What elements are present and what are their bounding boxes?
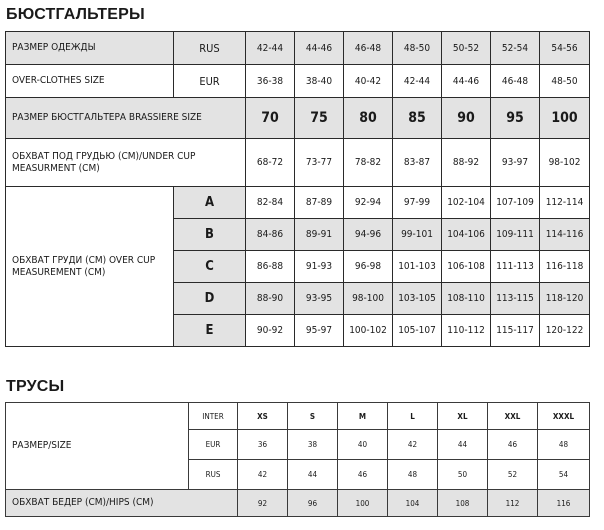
table-row (6, 139, 590, 187)
table-cell: 118-120 (540, 283, 590, 315)
table-cell: 100 (540, 98, 590, 139)
table-cell: 93-95 (295, 283, 344, 315)
table-cell: 90-92 (246, 315, 295, 347)
cup-letter: B (174, 219, 246, 251)
table-cell: L (388, 403, 438, 430)
bras-section-title: БЮСТГАЛЬТЕРЫ (6, 6, 145, 23)
table-cell: 104 (388, 490, 438, 517)
table-cell: 48-50 (393, 32, 442, 65)
table-cell: 40 (338, 430, 388, 460)
table-row (6, 490, 590, 517)
table-cell: 38-40 (295, 65, 344, 98)
table-cell: 112 (488, 490, 538, 517)
table-cell: 97-99 (393, 187, 442, 219)
table-cell: 100-102 (344, 315, 393, 347)
table-cell: 68-72 (246, 139, 295, 187)
table-cell: 73-77 (295, 139, 344, 187)
row-label: РАЗМЕР/SIZE (6, 403, 189, 490)
table-cell: 114-116 (540, 219, 590, 251)
table-row (6, 403, 590, 430)
table-cell: 84-86 (246, 219, 295, 251)
row-label: ОБХВАТ БЕДЕР (CM)/HIPS (CM) (6, 490, 238, 517)
table-cell: 75 (295, 98, 344, 139)
table-cell: 100 (338, 490, 388, 517)
table-row (6, 32, 590, 65)
table-cell: 112-114 (540, 187, 590, 219)
table-cell: 95-97 (295, 315, 344, 347)
table-cell: 38 (288, 430, 338, 460)
table-cell: 103-105 (393, 283, 442, 315)
table-row (6, 187, 590, 219)
table-cell: 116 (538, 490, 590, 517)
table-cell: 96-98 (344, 251, 393, 283)
size-code: INTER (189, 403, 238, 430)
row-label: OVER-CLOTHES SIZE (6, 65, 174, 98)
panties-size-table (5, 402, 590, 517)
table-row (6, 65, 590, 98)
table-cell: S (288, 403, 338, 430)
table-cell: 46 (488, 430, 538, 460)
table-cell: 115-117 (491, 315, 540, 347)
table-cell: 120-122 (540, 315, 590, 347)
table-cell: 90 (442, 98, 491, 139)
table-cell: 42-44 (393, 65, 442, 98)
table-cell: 50 (438, 460, 488, 490)
row-label: РАЗМЕР ОДЕЖДЫ (6, 32, 174, 65)
table-cell: 42 (238, 460, 288, 490)
table-cell: 113-115 (491, 283, 540, 315)
size-code: RUS (174, 32, 246, 65)
table-cell: 108 (438, 490, 488, 517)
table-cell: 46-48 (344, 32, 393, 65)
size-code: EUR (189, 430, 238, 460)
table-cell: 82-84 (246, 187, 295, 219)
table-cell: 46-48 (491, 65, 540, 98)
table-cell: M (338, 403, 388, 430)
cup-letter: C (174, 251, 246, 283)
table-cell: 44-46 (442, 65, 491, 98)
table-cell: 110-112 (442, 315, 491, 347)
table-cell: 50-52 (442, 32, 491, 65)
cup-letter: D (174, 283, 246, 315)
row-label: РАЗМЕР БЮСТГАЛЬТЕРА BRASSIERE SIZE (6, 98, 246, 139)
table-cell: XL (438, 403, 488, 430)
table-cell: 108-110 (442, 283, 491, 315)
table-cell: 93-97 (491, 139, 540, 187)
table-cell: 44 (288, 460, 338, 490)
table-cell: 42-44 (246, 32, 295, 65)
size-code: RUS (189, 460, 238, 490)
table-cell: 80 (344, 98, 393, 139)
table-cell: 86-88 (246, 251, 295, 283)
table-cell: 105-107 (393, 315, 442, 347)
panties-section-title: ТРУСЫ (6, 378, 65, 395)
table-cell: 99-101 (393, 219, 442, 251)
table-cell: 44 (438, 430, 488, 460)
table-cell: 98-100 (344, 283, 393, 315)
table-cell: 111-113 (491, 251, 540, 283)
table-cell: 104-106 (442, 219, 491, 251)
table-cell: 36 (238, 430, 288, 460)
table-cell: 48 (538, 430, 590, 460)
table-cell: 83-87 (393, 139, 442, 187)
table-cell: 92-94 (344, 187, 393, 219)
table-cell: 89-91 (295, 219, 344, 251)
table-cell: 107-109 (491, 187, 540, 219)
row-label: ОБХВАТ ПОД ГРУДЬЮ (CM)/UNDER CUP MEASURMENT (CM) (6, 139, 246, 187)
row-label: ОБХВАТ ГРУДИ (CM) OVER CUP MEASUREMENT (CM) (6, 187, 174, 347)
table-cell: 70 (246, 98, 295, 139)
table-cell: 36-38 (246, 65, 295, 98)
size-code: EUR (174, 65, 246, 98)
table-cell: 98-102 (540, 139, 590, 187)
table-cell: 109-111 (491, 219, 540, 251)
table-cell: 48 (388, 460, 438, 490)
table-cell: 52-54 (491, 32, 540, 65)
table-cell: 94-96 (344, 219, 393, 251)
table-cell: 87-89 (295, 187, 344, 219)
table-cell: 54 (538, 460, 590, 490)
table-cell: XXL (488, 403, 538, 430)
table-cell: 96 (288, 490, 338, 517)
table-cell: 102-104 (442, 187, 491, 219)
table-cell: 42 (388, 430, 438, 460)
table-cell: 91-93 (295, 251, 344, 283)
table-cell: 48-50 (540, 65, 590, 98)
cup-letter: E (174, 315, 246, 347)
table-cell: 95 (491, 98, 540, 139)
table-cell: XS (238, 403, 288, 430)
table-cell: 54-56 (540, 32, 590, 65)
table-cell: XXXL (538, 403, 590, 430)
table-cell: 44-46 (295, 32, 344, 65)
table-cell: 40-42 (344, 65, 393, 98)
table-cell: 88-92 (442, 139, 491, 187)
table-cell: 46 (338, 460, 388, 490)
bras-size-table (5, 31, 590, 347)
table-cell: 78-82 (344, 139, 393, 187)
table-cell: 101-103 (393, 251, 442, 283)
table-cell: 92 (238, 490, 288, 517)
table-cell: 52 (488, 460, 538, 490)
table-cell: 88-90 (246, 283, 295, 315)
table-row (6, 98, 590, 139)
cup-letter: A (174, 187, 246, 219)
table-cell: 116-118 (540, 251, 590, 283)
table-cell: 106-108 (442, 251, 491, 283)
table-cell: 85 (393, 98, 442, 139)
